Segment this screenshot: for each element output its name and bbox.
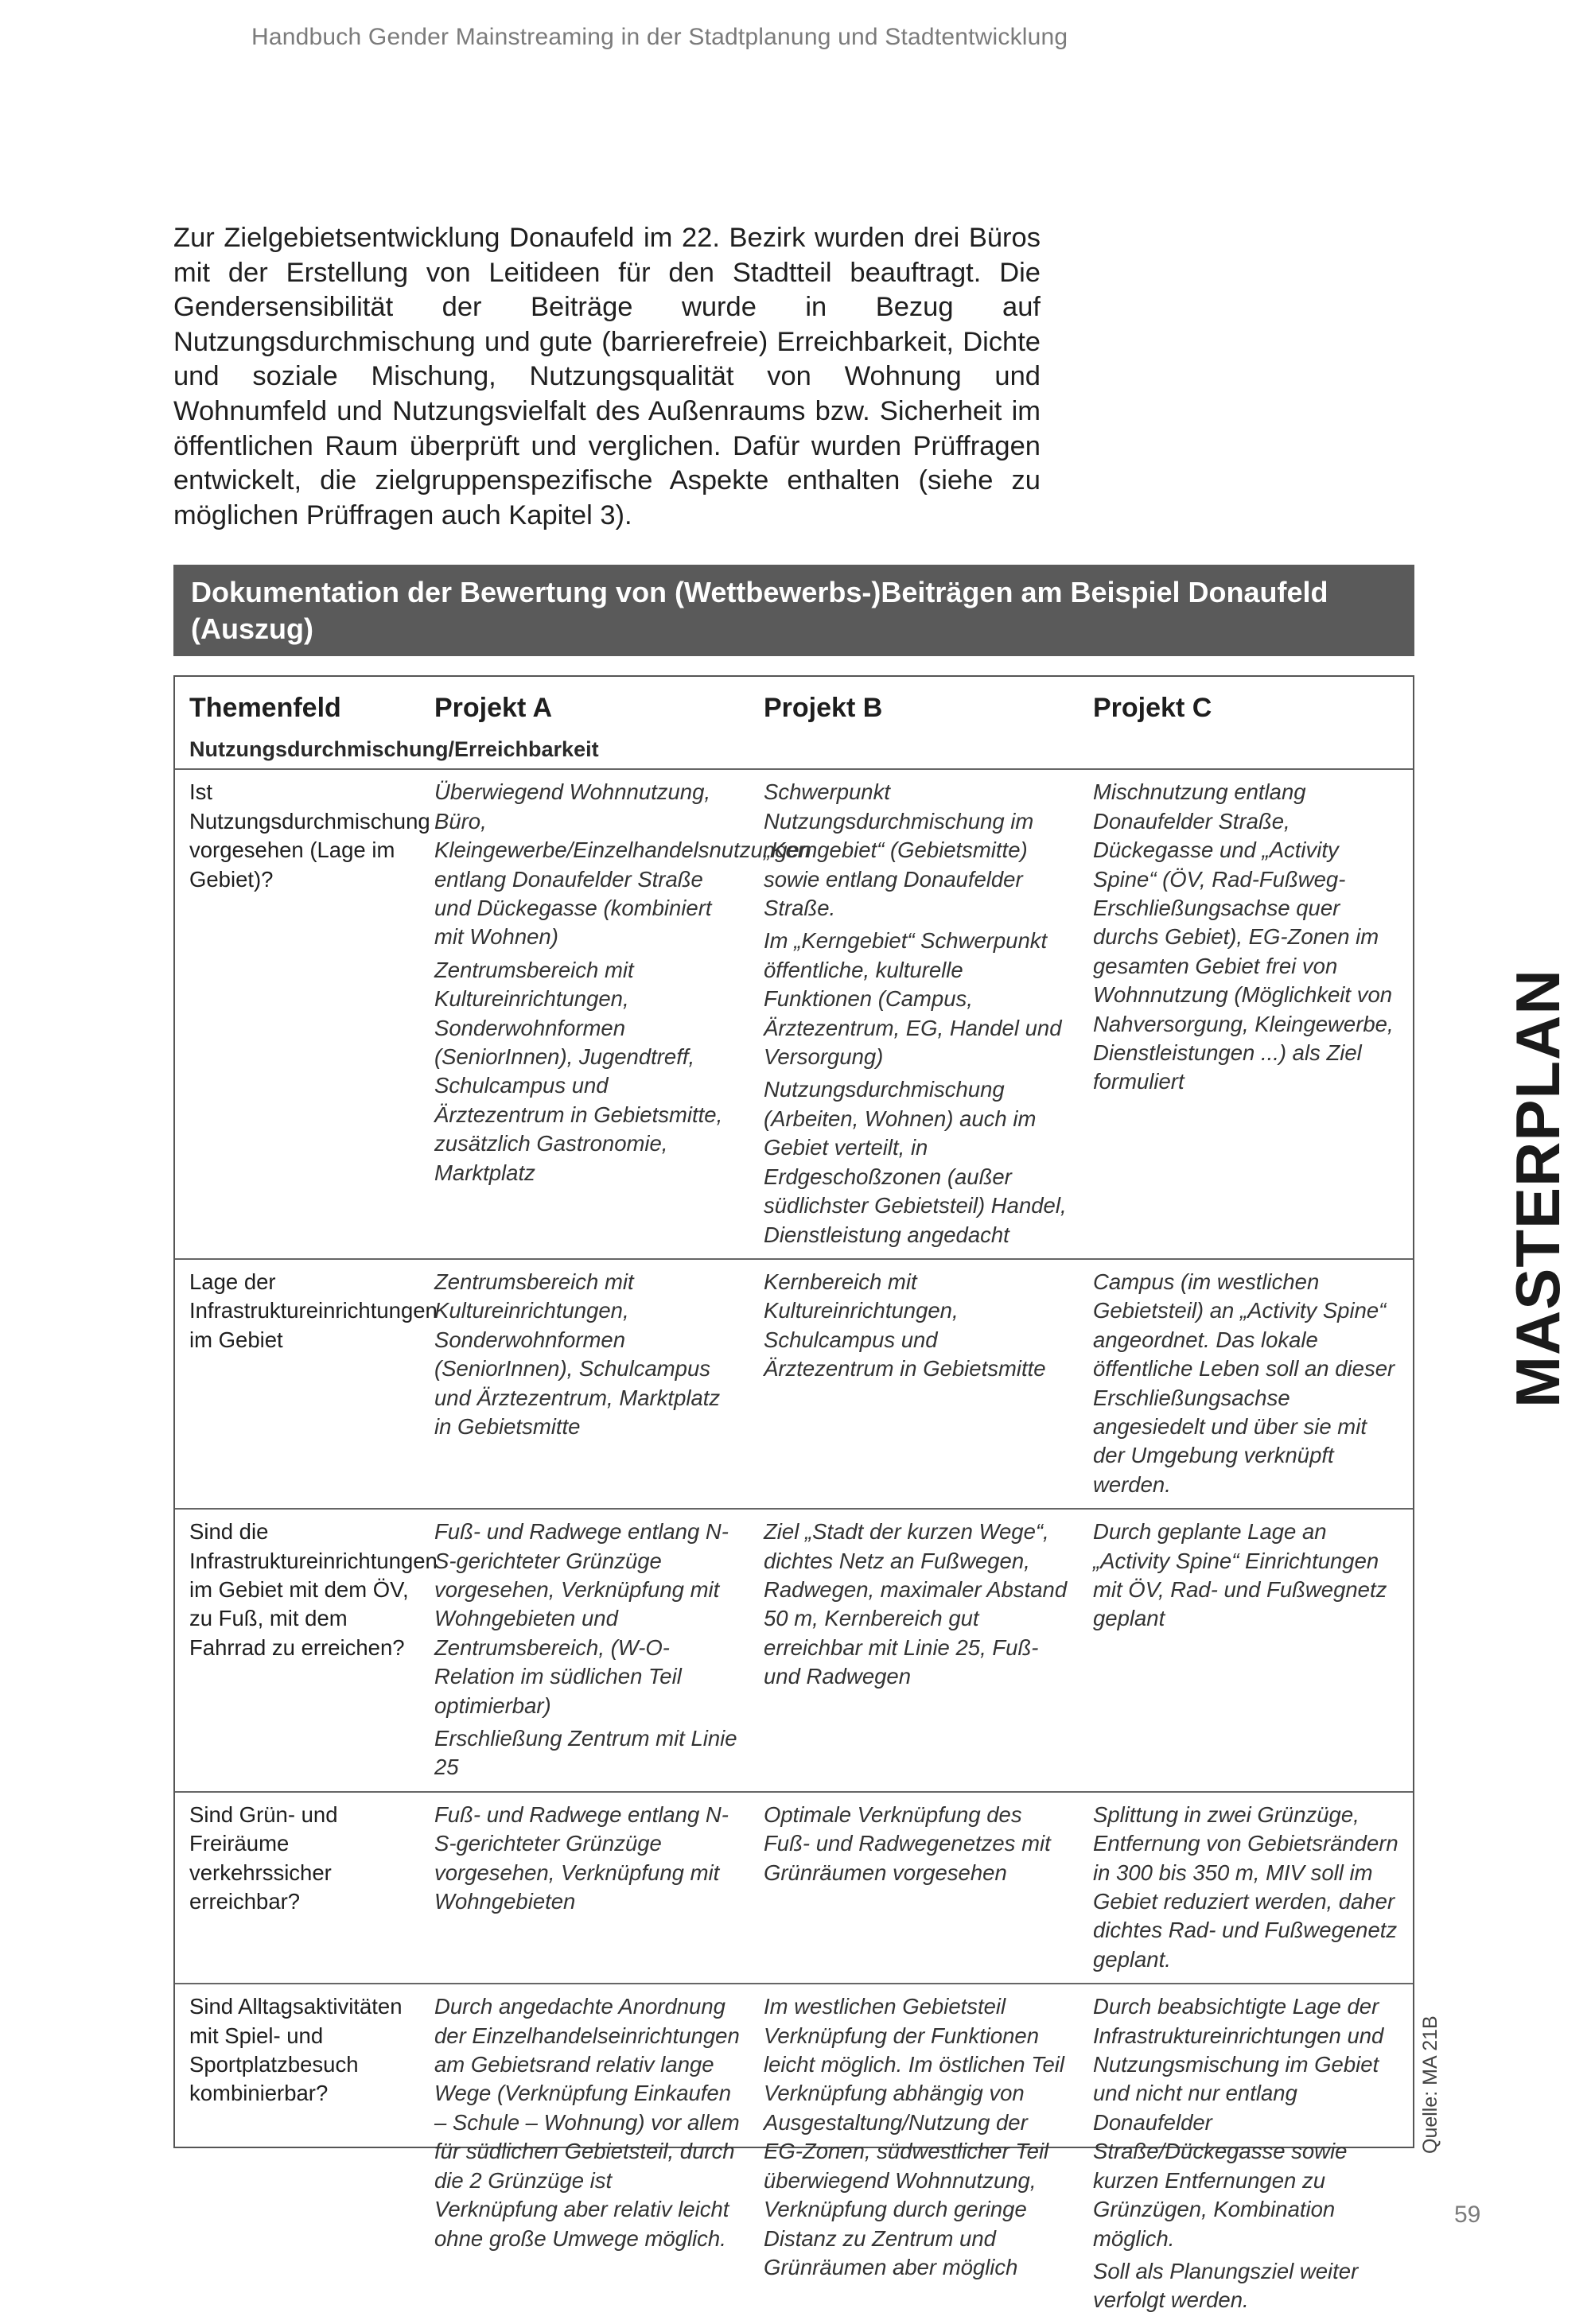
table-row	[175, 1259, 1413, 1509]
projekt-a-cell	[420, 1509, 749, 1792]
table-row	[175, 1984, 1413, 2323]
projekt-b-cell	[749, 1792, 1079, 1984]
cell-paragraph: Kernbereich mit Kultureinrichtungen, Schulcampus und Ärztezentrum in Gebietsmitte	[764, 1269, 1046, 1382]
projekt-a-cell	[420, 769, 811, 1259]
column-header-themenfeld: Themenfeld	[189, 693, 341, 723]
table-title-banner: Dokumentation der Bewertung von (Wettbewerbs-)Beiträgen am Beispiel Donaufeld (Auszug)	[173, 565, 1414, 656]
running-header: Handbuch Gender Mainstreaming in der Stadtplanung und Stadtentwicklung	[251, 24, 1068, 50]
source-note: Quelle: MA 21B	[1419, 2015, 1441, 2154]
cell-paragraph: Im westlichen Gebietsteil Verknüpfung der Funktionen leicht möglich. Im östlichen Teil Verknüpfung abhängig von Ausgestaltung/Nutzung der EG-Zonen, südwestlicher Teil überwiegend Wohnnutzung, Verknüpfung durch geringe Distanz zu Zentrum und Grünräumen aber möglich	[764, 1994, 1065, 2279]
table-row	[175, 769, 1413, 1259]
cell-paragraph: Durch beabsichtigte Lage der Infrastruktureinrichtungen und Nutzungsmischung im Gebiet und nicht nur entlang Donaufelder Straße/Dückegasse sowie kurzen Entfernungen zu Grünzügen, Kombination möglich.	[1093, 1994, 1384, 2251]
cell-paragraph: Schwerpunkt Nutzungsdurchmischung im „Kerngebiet“ (Gebietsmitte) sowie entlang Donaufelder Straße.	[764, 779, 1034, 921]
column-header-projekt-b: Projekt B	[764, 693, 883, 723]
projekt-c-cell	[1079, 1984, 1413, 2323]
projekt-b-cell	[749, 1984, 1079, 2323]
cell-paragraph: Campus (im westlichen Gebietsteil) an „Activity Spine“ angeordnet. Das lokale öffentliche Leben soll an dieser Erschließungsachse angesiedelt und über sie mit der Umgebung verknüpft werden.	[1093, 1269, 1395, 1497]
cell-paragraph: Überwiegend Wohnnutzung, Büro, Kleingewerbe/Einzelhandelsnutzungen entlang Donaufelder Straße und Dückegasse (kombiniert mit Wohnen)	[434, 779, 811, 950]
cell-paragraph: Ziel „Stadt der kurzen Wege“, dichtes Netz an Fußwegen, Radwegen, maximaler Abstand 50 m, Kernbereich gut erreichbar mit Linie 25, Fuß- und Radwegen	[764, 1519, 1068, 1689]
projekt-c-cell	[1079, 1509, 1413, 1792]
cell-paragraph: Splittung in zwei Grünzüge, Entfernung von Gebietsrändern in 300 bis 350 m, MIV soll im Gebiet reduziert werden, daher dichtes Rad- und Fußwegenetz geplant.	[1093, 1801, 1398, 1972]
column-header-projekt-c: Projekt C	[1093, 693, 1212, 723]
projekt-a-cell	[420, 1259, 749, 1509]
subheading-row	[175, 724, 1413, 769]
table-row	[175, 1792, 1413, 1984]
projekt-b-cell	[749, 1259, 1079, 1509]
projekt-a-cell	[420, 1792, 749, 1984]
cell-paragraph: Fuß- und Radwege entlang N-S-gerichteter Grünzüge vorgesehen, Verknüpfung mit Wohngebieten	[434, 1801, 729, 1914]
theme-cell: Sind Grün- und Freiräume verkehrssicher erreichbar?	[175, 1792, 420, 1984]
cell-paragraph: Mischnutzung entlang Donaufelder Straße, Dückegasse und „Activity Spine“ (ÖV, Rad-Fußweg-Erschließungsachse quer durchs Gebiet), EG-Zonen im gesamten Gebiet frei von Wohnnutzung (Möglichkeit von Nahversorgung, Kleingewerbe, Dienstleistungen ...) als Ziel formuliert	[1093, 779, 1394, 1094]
section-side-label: MASTERPLAN	[1503, 969, 1573, 1408]
cell-paragraph: Erschließung Zentrum mit Linie 25	[434, 1726, 737, 1780]
cell-paragraph: Fuß- und Radwege entlang N-S-gerichteter Grünzüge vorgesehen, Verknüpfung mit Wohngebieten und Zentrumsbereich, (W-O-Relation im südlichen Teil optimierbar)	[434, 1519, 729, 1718]
theme-cell: Lage der Infrastruktureinrichtungen im Gebiet	[175, 1259, 420, 1509]
page-number: 59	[1454, 2202, 1481, 2228]
projekt-b-cell	[749, 1509, 1079, 1792]
theme-cell: Sind Alltagsaktivitäten mit Spiel- und Sportplatzbesuch kombinierbar?	[189, 1994, 403, 2106]
cell-paragraph: Optimale Verknüpfung des Fuß- und Radwegenetzes mit Grünräumen vorgesehen	[764, 1801, 1051, 1885]
projekt-c-cell	[1079, 1259, 1413, 1509]
evaluation-table	[173, 675, 1414, 2313]
projekt-b-cell	[749, 769, 1079, 1259]
table-header-row	[175, 677, 1413, 724]
intro-paragraph: Zur Zielgebietsentwicklung Donaufeld im 22. Bezirk wurden drei Büros mit der Erstellung von Leitideen für den Stadtteil beauftragt. Die Gendersensibilität der Beiträge wurde in Bezug auf Nutzungsdurchmischung und gute (barrierefreie) Erreichbarkeit, Dichte und soziale Mischung, Nutzungsqualität von Wohnung und Wohnumfeld und Nutzungsvielfalt des Außenraums bzw. Sicherheit im öffentlichen Raum überprüft und verglichen. Dafür wurden Prüffragen entwickelt, die zielgruppenspezifische Aspekte enthalten (siehe zu möglichen Prüffragen auch Kapitel 3).	[173, 223, 1041, 530]
cell-paragraph: Soll als Planungsziel weiter verfolgt werden.	[1093, 2258, 1359, 2313]
cell-paragraph: Im „Kerngebiet“ Schwerpunkt öffentliche, kulturelle Funktionen (Campus, Ärztezentrum, EG, Handel und Versorgung)	[764, 928, 1062, 1070]
cell-paragraph: Nutzungsdurchmischung (Arbeiten, Wohnen) auch im Gebiet verteilt, in Erdgeschoßzonen (außer südlichster Gebietsteil) Handel, Dienstleistung angedacht	[764, 1077, 1067, 1247]
projekt-c-cell	[1079, 1792, 1413, 1984]
theme-cell: Sind die Infrastruktureinrichtungen im Gebiet mit dem ÖV, zu Fuß, mit dem Fahrrad zu erreichen?	[175, 1509, 420, 1792]
cell-paragraph: Durch angedachte Anordnung der Einzelhandelseinrichtungen am Gebietsrand relativ lange Wege (Verknüpfung Einkaufen – Schule – Wohnung) vor allem für südlichen Gebietsteil, durch die 2 Grünzüge ist Verknüpfung aber relativ leicht ohne große Umwege möglich.	[434, 1994, 740, 2251]
cell-paragraph: Zentrumsbereich mit Kultureinrichtungen, Sonderwohnformen (SeniorInnen), Schulcampus und Ärztezentrum, Marktplatz in Gebietsmitte	[434, 1269, 721, 1439]
cell-paragraph: Zentrumsbereich mit Kultureinrichtungen, Sonderwohnformen (SeniorInnen), Jugendtreff, Schulcampus und Ärztezentrum in Gebietsmitte, zusätzlich Gastronomie, Marktplatz	[434, 957, 723, 1185]
column-header-projekt-a: Projekt A	[434, 693, 553, 723]
projekt-a-cell	[420, 1984, 749, 2323]
theme-cell: Ist Nutzungsdurchmischung vorgesehen (Lage im Gebiet)?	[175, 769, 420, 1259]
subheading: Nutzungsdurchmischung/Erreichbarkeit	[175, 724, 1413, 769]
projekt-c-cell	[1079, 769, 1413, 1259]
table-row	[175, 1509, 1413, 1792]
cell-paragraph: Durch geplante Lage an „Activity Spine“ Einrichtungen mit ÖV, Rad- und Fußwegnetz geplant	[1093, 1519, 1387, 1631]
